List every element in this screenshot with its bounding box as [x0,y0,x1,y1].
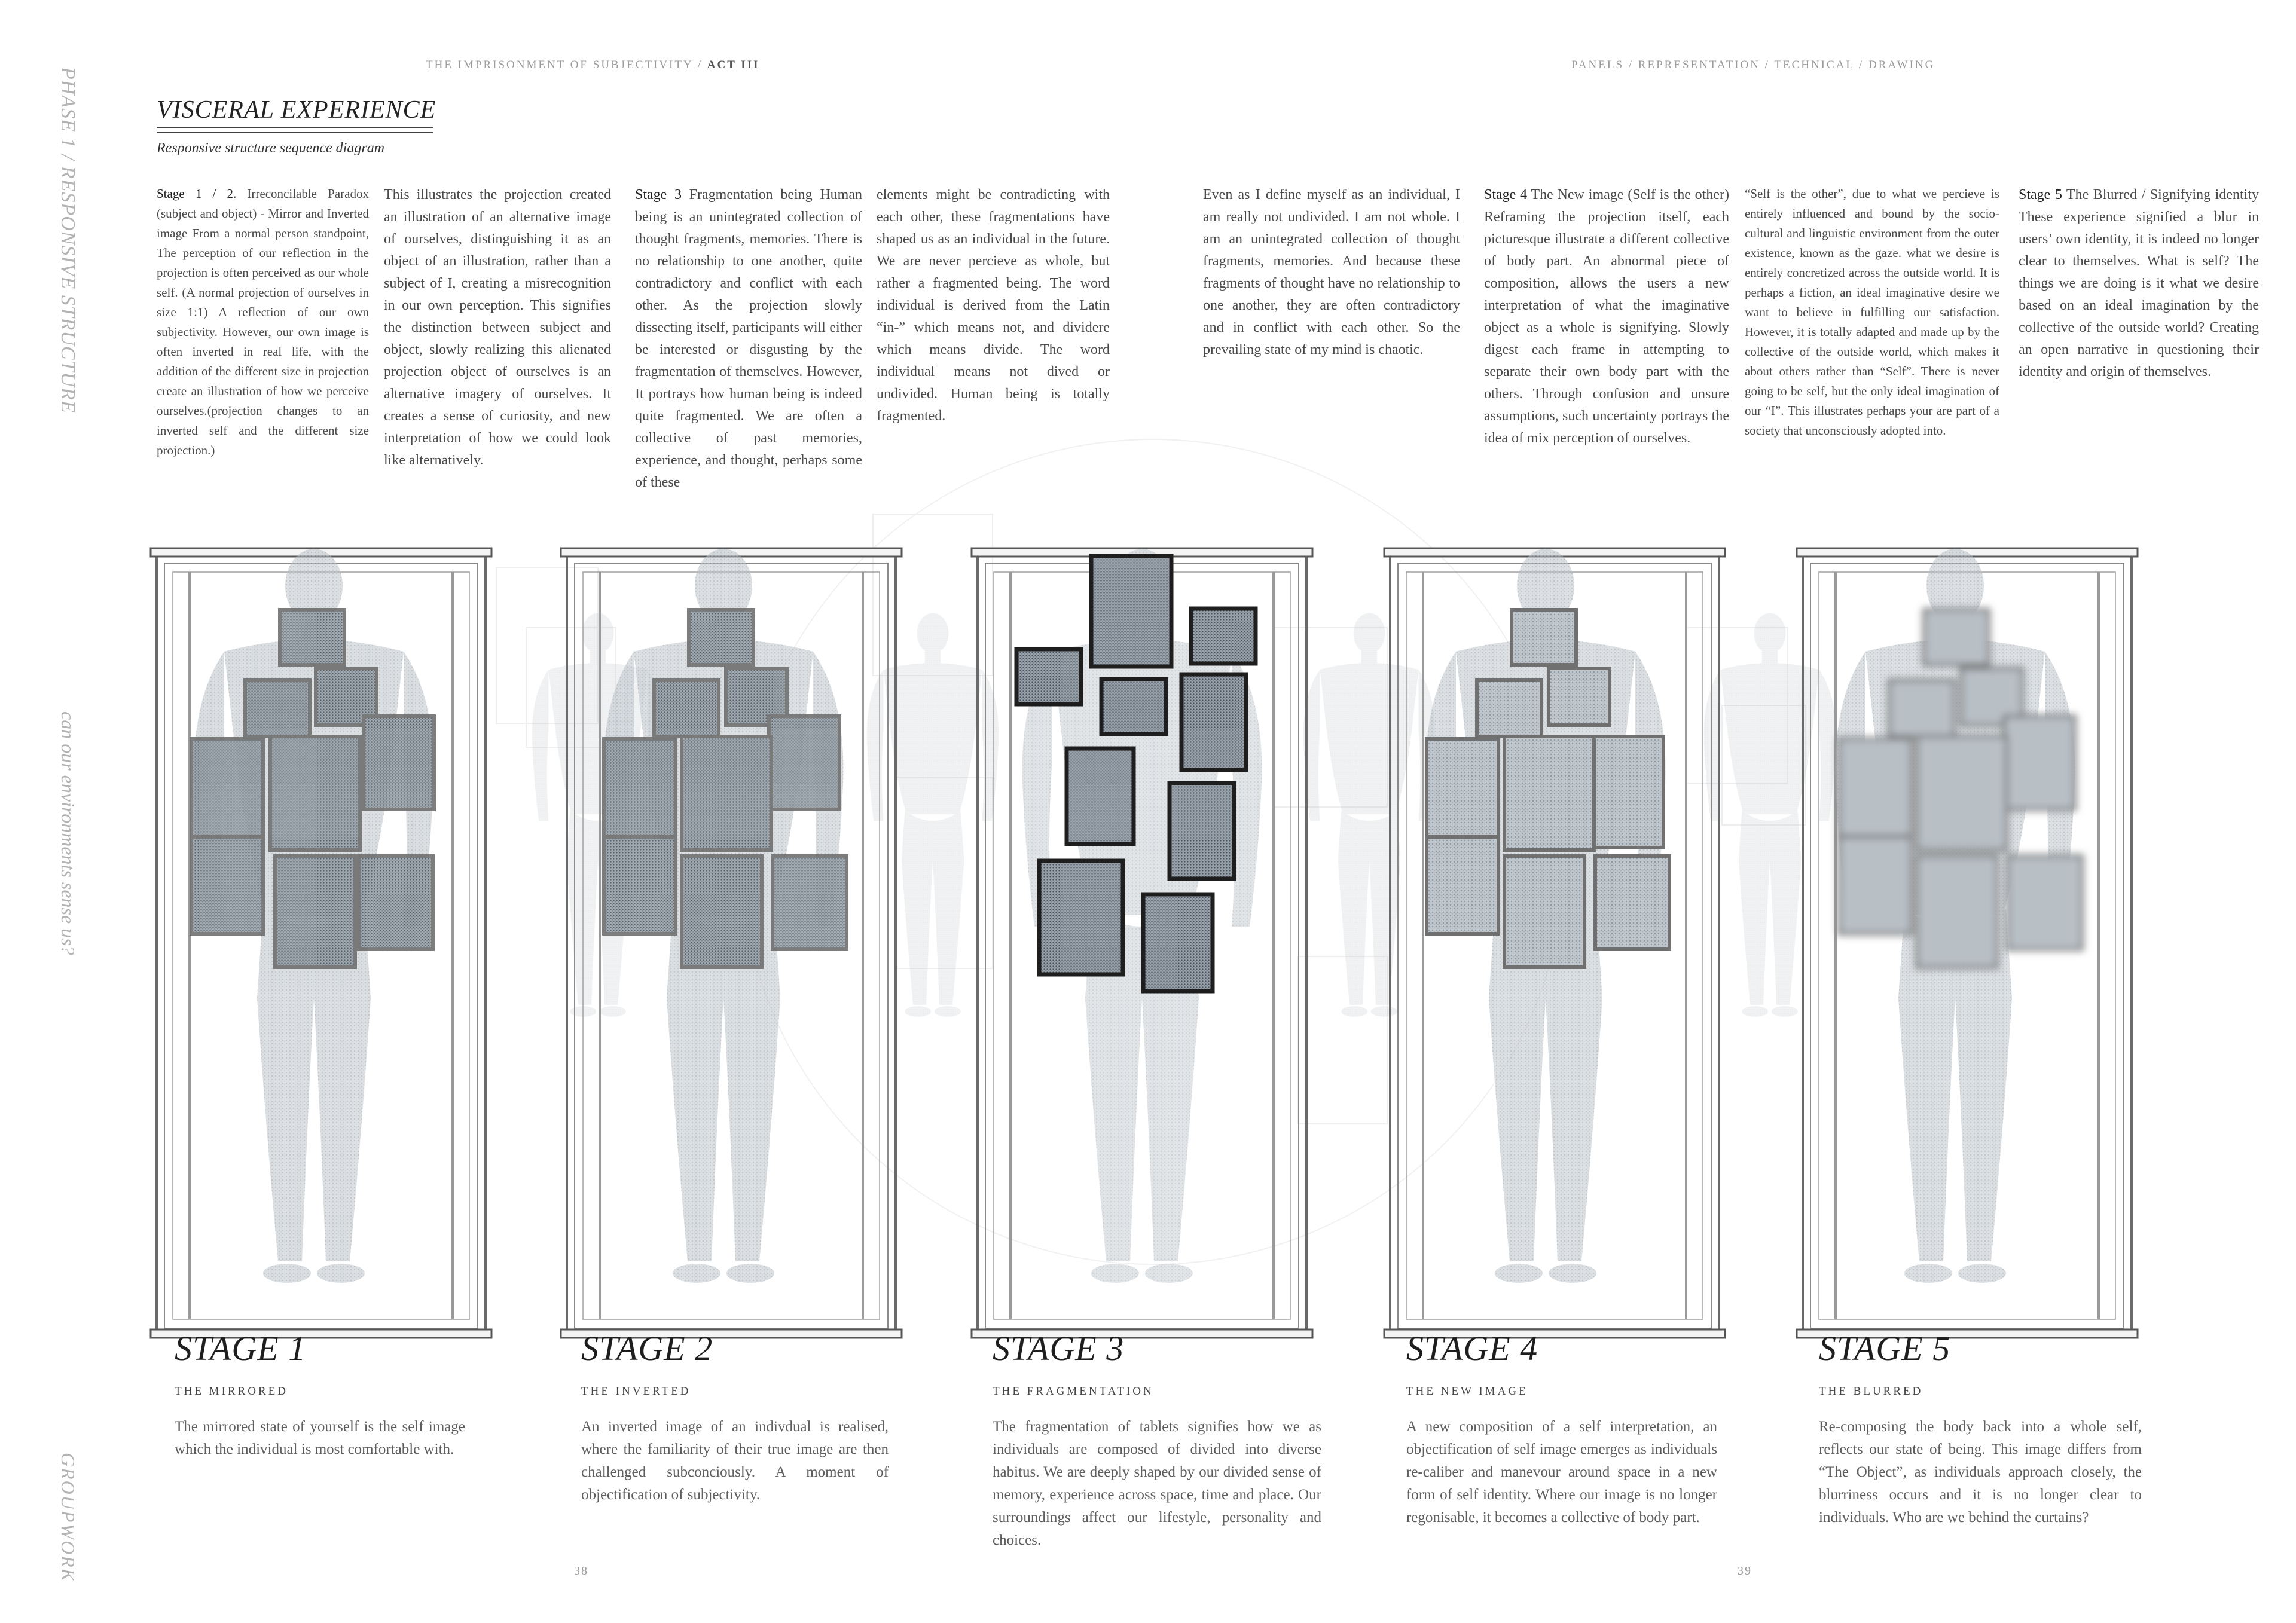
text-column-1 [157,184,369,460]
text-column-7: “Self is the other”, due to what we percieve is entirely influenced and bound by the socio-cultural and linguistic environment from the outer existence, known as the gaze. what we desire is entirely concretized across the outside world. It is perhaps a fiction, an ideal imaginative desire we want to believe in fulfilling our satisfaction. However, it is totally adapted and made up by the collective of the outside world, which makes it about others rather than “Self”. There is never going to be self, but the only ideal imagination of our “I”. This illustrates perhaps your are part of a society that unconsciously adopted into. [1745,187,1999,438]
text-column-5: Even as I define myself as an individual, I am really not undivided. I am not whole. I am an unintegrated collection of thought fragments, memories. And because these fragments of thought have no relationship to one another, they are often contradictory and in conflict with each other. So the prevailing state of my mind is chaotic. [1203,187,1460,357]
text-column-8 [2019,184,2259,383]
stage-5-title: STAGE 5 [1819,1329,1951,1368]
header-right: PANELS / REPRESENTATION / TECHNICAL / DRAWING [1571,59,1935,71]
stage-4-drawing [1384,548,1725,1338]
column-1-body: Irreconcilable Paradox (subject and object) - Mirror and Inverted image From a normal person standpoint, The perception of our reflection in the projection is often perceived as our whole self. (A normal projection of ourselves in size 1:1) A reflection of our own subjectivity. However, our own image is often inverted in real life, with the addition of the different size in projection create an illustration of how we perceive ourselves.(projection changes to an inverted self and the different size projection.) [157,187,369,457]
stage-1-subtitle: THE MIRRORED [175,1385,288,1398]
page-number-left: 38 [574,1564,588,1578]
stage-5-drawing [1797,548,2138,1338]
header-left [426,59,760,72]
text-column-3 [635,184,862,494]
header-left-prefix: THE IMPRISONMENT OF SUBJECTIVITY / [426,59,707,71]
stage-5-description: Re-composing the body back into a whole self, reflects our state of being. This image differs from “The Object”, as individuals approach closely, the blurriness occurs and it is no longer clear to individuals. Who are we behind the curtains? [1819,1419,2142,1526]
text-column-2: This illustrates the projection created an illustration of an alternative image of ourselves, distinguishing it as an object of an illustration, rather than a subject of I, creating a misrecognition in our own perception. This signifies the distinction between subject and object, slowly realizing this alienated projection object of ourselves is an alternative imagery of ourselves. It creates a sense of curiosity, and new interpretation of how we could look like alternatively. [384,187,611,468]
stage-2-subtitle: THE INVERTED [581,1385,691,1398]
stage-2-title: STAGE 2 [581,1329,713,1368]
page-number-right: 39 [1738,1564,1752,1578]
text-column-6 [1484,184,1729,450]
stage-4-subtitle: THE NEW IMAGE [1406,1385,1528,1398]
header-left-act: ACT III [707,59,760,71]
title-rule-1 [157,127,433,128]
stage-2-description: An inverted image of an indivdual is realised, where the familiarity of their true image are then challenged subconciously. A moment of objectification of subjectivity. [581,1419,889,1503]
stage-1-drawing [151,548,491,1338]
rail-phase: PHASE 1 / RESPONSIVE STRUCTURE [57,67,79,414]
rail-groupwork: GROUPWORK [57,1453,79,1583]
rail-question: can our environments sense us? [57,711,79,955]
column-6-body: The New image (Self is the other) Reframing the projection itself, each picturesque illustrate a different collective of body part. An abnormal piece of composition, allows the users a new interpretation of what the imaginative object as a whole is signifying. Slowly digest each frame in attempting to separate their own body part with the others. Through confusion and unsure assumptions, such uncertainty portrays the idea of mix perception of ourselves. [1484,187,1729,446]
stage-4-description: A new composition of a self interpretation, an objectification of self image emerges as individuals re-caliber and manevour around space in a new form of self identity. Where our image is no longer regonisable, it becomes a collective of body part. [1406,1419,1717,1526]
stage-5-subtitle: THE BLURRED [1819,1385,1923,1398]
stage-1-title: STAGE 1 [175,1329,307,1368]
title-rule-2 [157,132,433,133]
stage-3-title: STAGE 3 [993,1329,1125,1368]
stage-1-description: The mirrored state of yourself is the self image which the individual is most comfortable with. [175,1419,465,1457]
page-title: VISCERAL EXPERIENCE [157,96,436,124]
stage-4-title: STAGE 4 [1406,1329,1538,1368]
stage-3-drawing [972,548,1312,1338]
column-6-lead: Stage 4 [1484,187,1528,203]
text-column-4: elements might be contradicting with each other, these fragmentations have shaped us as an individual in the future. We are never percieve as whole, but rather a fragmented being. The word individual is derived from the Latin “in-” which means not, and dividere which means divide. The word individual means not dived or undivided. Human being is totally fragmented. [877,187,1110,424]
column-3-body: Fragmentation being Human being is an unintegrated collection of thought fragments, memories. There is no relationship to one another, quite contradictory and conflict with each other. As the projection slowly dissecting itself, participants will either be interested or disgusting by the fragmentation of themselves. However, It portrays how human being is indeed quite fragmented. We are often a collective of past memories, experience, and thought, perhaps some of these [635,187,862,490]
column-8-lead: Stage 5 [2019,187,2062,203]
column-3-lead: Stage 3 [635,187,682,203]
stage-3-description: The fragmentation of tablets signifies how we as individuals are composed of divided into diverse habitus. We are deeply shaped by our divided sense of memory, experience across space, time and place. Our surroundings affect our lifestyle, personality and choices. [993,1419,1321,1548]
page-subtitle: Responsive structure sequence diagram [157,140,385,156]
column-1-lead: Stage 1 / 2. [157,187,237,201]
column-8-body: The Blurred / Signifying identity These experience signified a blur in users’ own identity, it is indeed no longer clear to themselves. What is self? The things we are doing is it what we desire based on an ideal imagination by the collective of the outside world? Creating an open narrative in questioning their identity and origin of themselves. [2019,187,2259,380]
stage-3-subtitle: THE FRAGMENTATION [993,1385,1154,1398]
